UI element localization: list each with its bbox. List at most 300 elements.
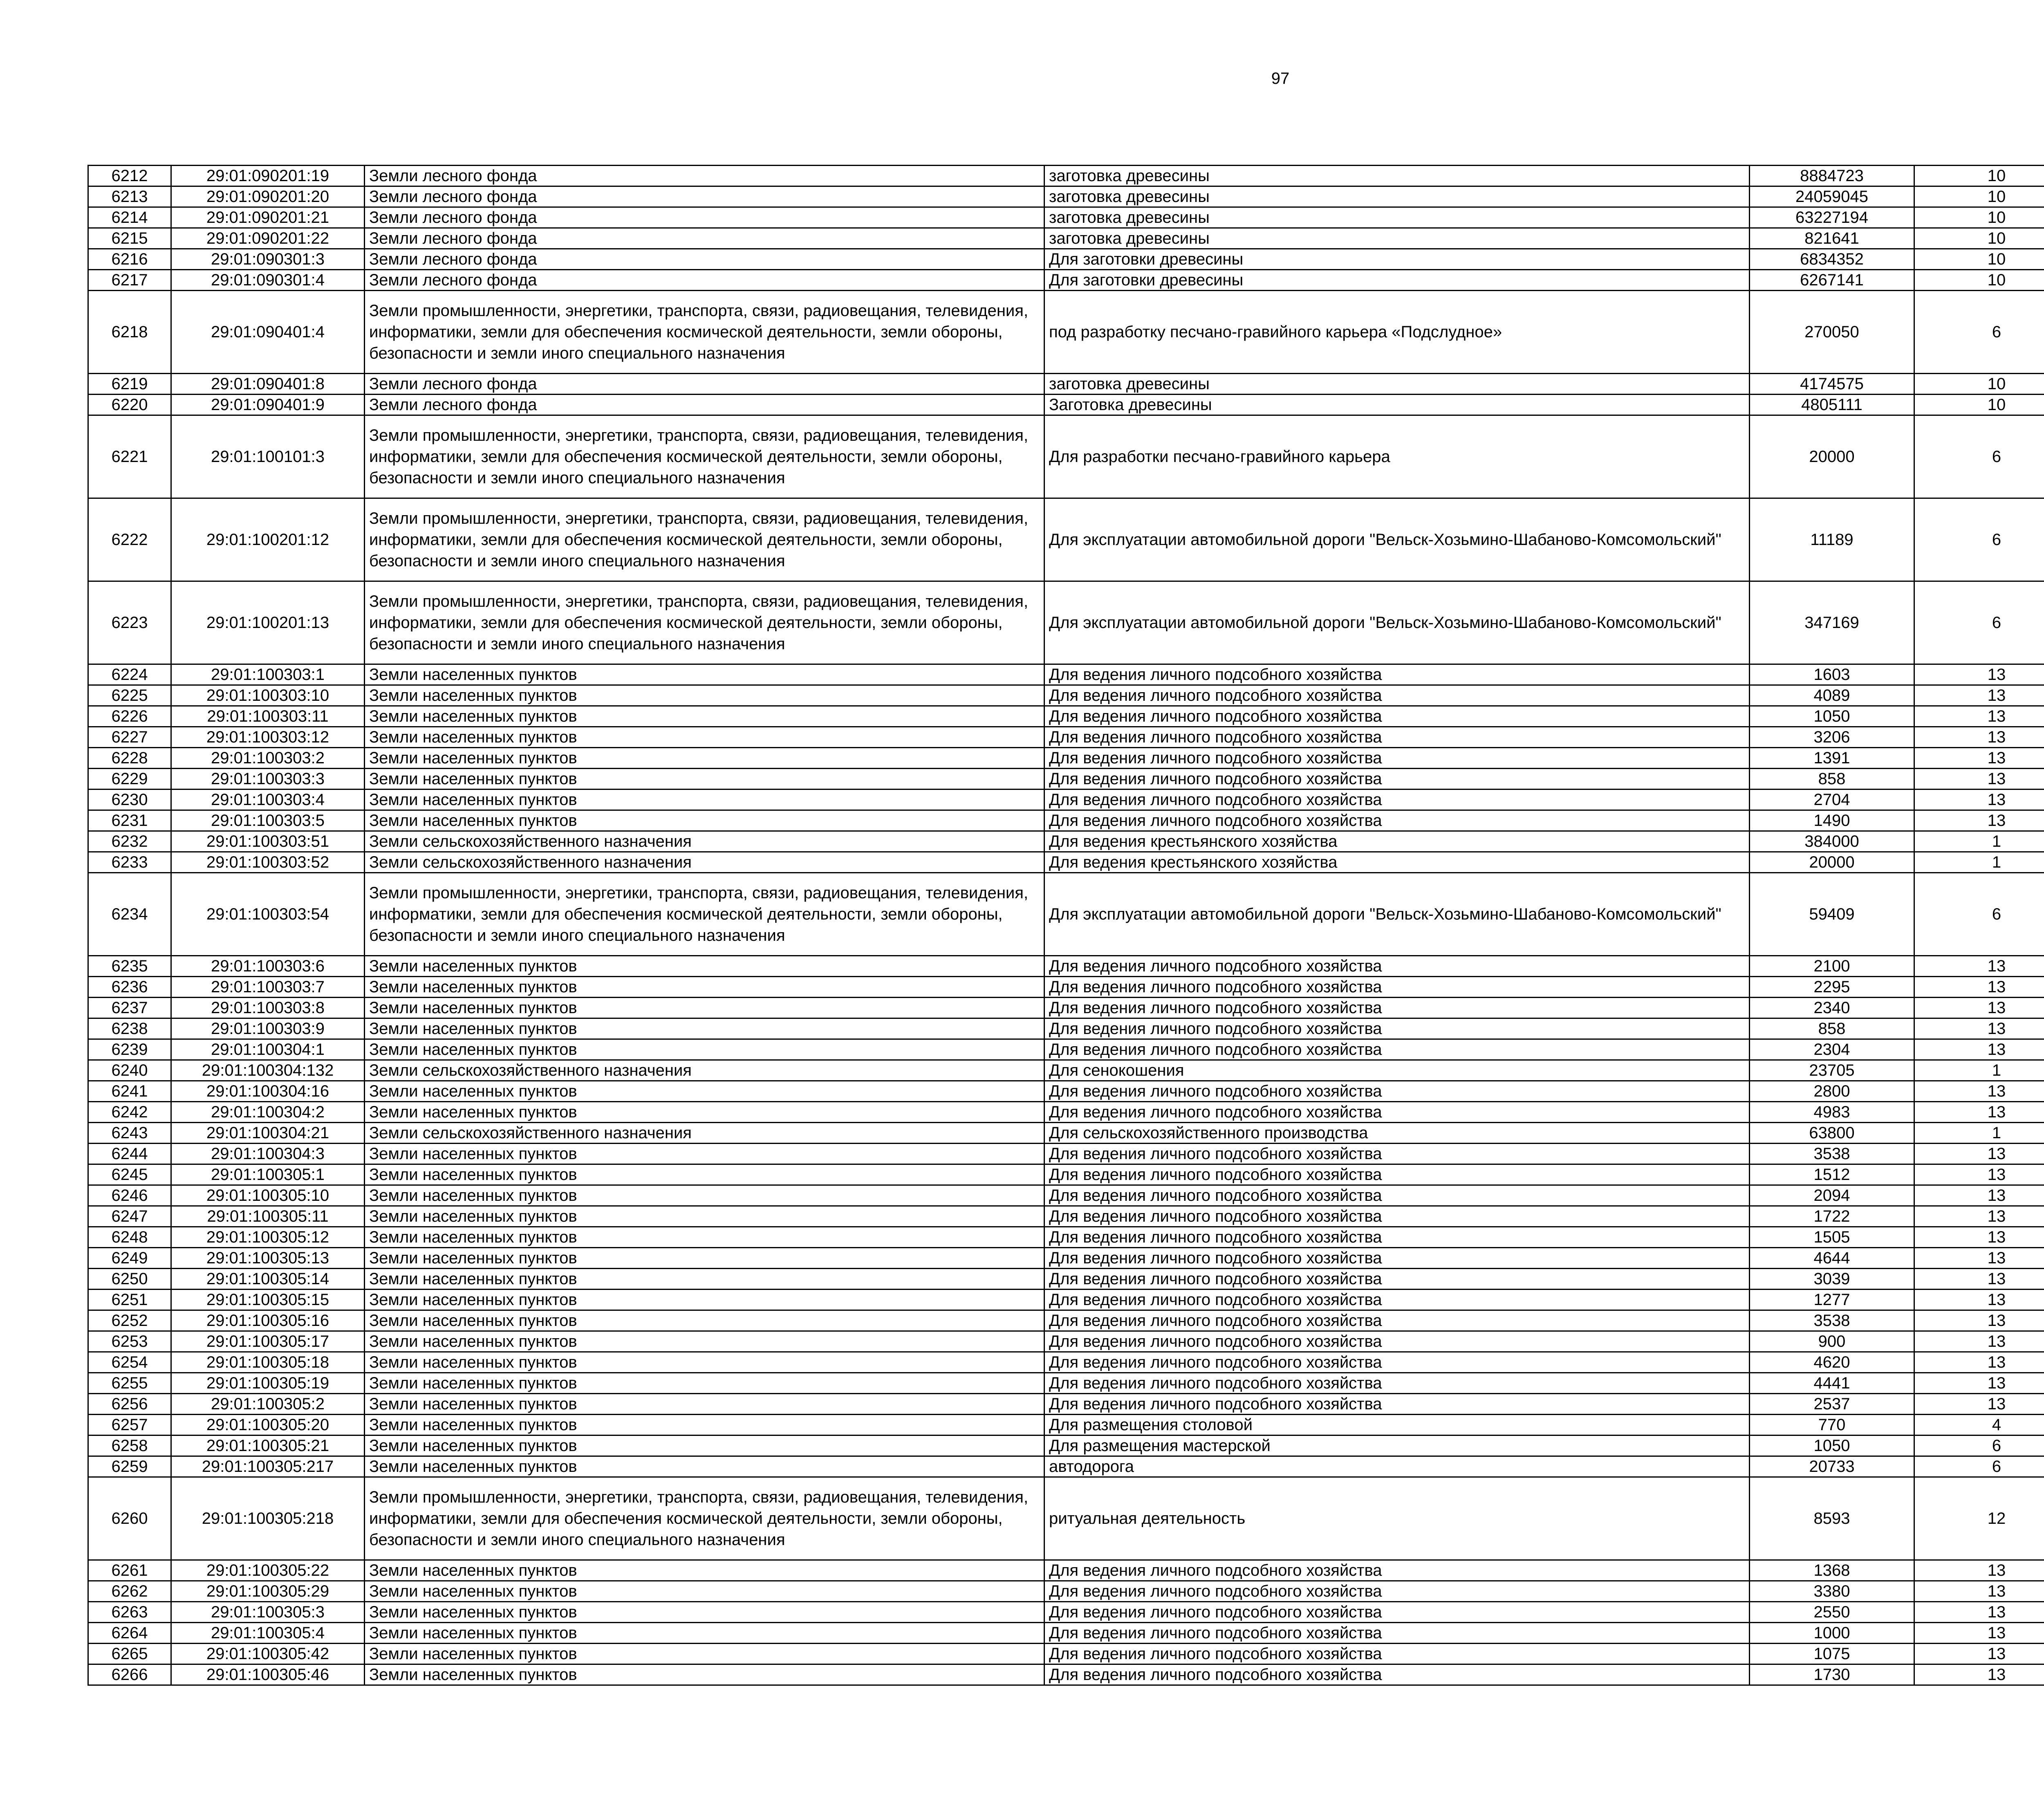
land-category-cell: Земли населенных пунктов <box>365 1081 1044 1102</box>
group-cell: 13 <box>1914 1018 2044 1039</box>
area-cell: 4644 <box>1750 1248 1914 1269</box>
area-cell: 1000 <box>1750 1623 1914 1644</box>
area-cell: 347169 <box>1750 581 1914 664</box>
permitted-use-cell: Для ведения личного подсобного хозяйства <box>1044 1310 1750 1331</box>
permitted-use-cell: Для разработки песчано-гравийного карьера <box>1044 415 1750 498</box>
table-row <box>88 1664 2044 1685</box>
table-row <box>88 1248 2044 1269</box>
area-cell: 6267141 <box>1750 270 1914 291</box>
land-category-cell: Земли населенных пунктов <box>365 1602 1044 1623</box>
permitted-use-cell: Для ведения личного подсобного хозяйства <box>1044 1394 1750 1415</box>
row-number-cell: 6234 <box>88 873 171 956</box>
permitted-use-cell: Для ведения личного подсобного хозяйства <box>1044 1373 1750 1394</box>
group-cell: 10 <box>1914 166 2044 186</box>
cadastral-number-cell: 29:01:100305:11 <box>171 1206 365 1227</box>
table-row <box>88 1290 2044 1310</box>
area-cell: 1075 <box>1750 1644 1914 1664</box>
land-category-cell: Земли сельскохозяйственного назначения <box>365 1123 1044 1144</box>
area-cell: 1722 <box>1750 1206 1914 1227</box>
area-cell: 2550 <box>1750 1602 1914 1623</box>
cadastral-number-cell: 29:01:090201:22 <box>171 228 365 249</box>
land-category-cell: Земли населенных пунктов <box>365 1269 1044 1290</box>
table-row <box>88 1415 2044 1435</box>
permitted-use-cell: Для эксплуатации автомобильной дороги "Вельск-Хозьмино-Шабаново-Комсомольский" <box>1044 581 1750 664</box>
cadastral-number-cell: 29:01:100305:10 <box>171 1185 365 1206</box>
area-cell: 23705 <box>1750 1060 1914 1081</box>
land-category-cell: Земли промышленности, энергетики, транспорта, связи, радиовещания, телевидения, информатики, земли для обеспечения космической деятельности, земли обороны, безопасности и земли иного специального назначения <box>365 498 1044 581</box>
land-category-cell: Земли населенных пунктов <box>365 998 1044 1018</box>
area-cell: 1490 <box>1750 810 1914 831</box>
area-cell: 3538 <box>1750 1144 1914 1164</box>
area-cell: 4620 <box>1750 1352 1914 1373</box>
permitted-use-cell: Для ведения личного подсобного хозяйства <box>1044 789 1750 810</box>
table-row <box>88 1623 2044 1644</box>
area-cell: 63800 <box>1750 1123 1914 1144</box>
area-cell: 1505 <box>1750 1227 1914 1248</box>
group-cell: 13 <box>1914 998 2044 1018</box>
table-row <box>88 1102 2044 1123</box>
table-body <box>88 166 2044 1685</box>
cadastral-number-cell: 29:01:100303:52 <box>171 852 365 873</box>
cadastral-number-cell: 29:01:090401:4 <box>171 291 365 374</box>
permitted-use-cell: Для ведения личного подсобного хозяйства <box>1044 1269 1750 1290</box>
area-cell: 4441 <box>1750 1373 1914 1394</box>
permitted-use-cell: Для ведения личного подсобного хозяйства <box>1044 706 1750 727</box>
group-cell: 13 <box>1914 977 2044 998</box>
cadastral-number-cell: 29:01:100305:4 <box>171 1623 365 1644</box>
land-category-cell: Земли населенных пунктов <box>365 727 1044 748</box>
row-number-cell: 6226 <box>88 706 171 727</box>
permitted-use-cell: автодорога <box>1044 1456 1750 1477</box>
row-number-cell: 6251 <box>88 1290 171 1310</box>
permitted-use-cell: Для ведения личного подсобного хозяйства <box>1044 1623 1750 1644</box>
land-parcels-table <box>87 165 2044 1686</box>
group-cell: 10 <box>1914 270 2044 291</box>
cadastral-number-cell: 29:01:090301:3 <box>171 249 365 270</box>
row-number-cell: 6222 <box>88 498 171 581</box>
group-cell: 13 <box>1914 1185 2044 1206</box>
cadastral-number-cell: 29:01:090201:19 <box>171 166 365 186</box>
area-cell: 20000 <box>1750 415 1914 498</box>
row-number-cell: 6255 <box>88 1373 171 1394</box>
land-category-cell: Земли населенных пунктов <box>365 977 1044 998</box>
land-category-cell: Земли лесного фонда <box>365 166 1044 186</box>
group-cell: 4 <box>1914 1415 2044 1435</box>
land-category-cell: Земли лесного фонда <box>365 186 1044 207</box>
land-category-cell: Земли населенных пунктов <box>365 1018 1044 1039</box>
permitted-use-cell: Для размещения столовой <box>1044 1415 1750 1435</box>
group-cell: 13 <box>1914 1373 2044 1394</box>
table-row <box>88 706 2044 727</box>
land-category-cell: Земли населенных пунктов <box>365 1415 1044 1435</box>
table-row <box>88 1123 2044 1144</box>
permitted-use-cell: Для ведения личного подсобного хозяйства <box>1044 1602 1750 1623</box>
area-cell: 2100 <box>1750 956 1914 977</box>
table-row <box>88 1373 2044 1394</box>
cadastral-number-cell: 29:01:100101:3 <box>171 415 365 498</box>
land-category-cell: Земли населенных пунктов <box>365 664 1044 685</box>
cadastral-number-cell: 29:01:100305:22 <box>171 1560 365 1581</box>
land-category-cell: Земли населенных пунктов <box>365 1644 1044 1664</box>
land-category-cell: Земли населенных пунктов <box>365 685 1044 706</box>
area-cell: 4174575 <box>1750 374 1914 395</box>
area-cell: 1730 <box>1750 1664 1914 1685</box>
area-cell: 4805111 <box>1750 395 1914 415</box>
group-cell: 13 <box>1914 769 2044 789</box>
row-number-cell: 6235 <box>88 956 171 977</box>
table-row <box>88 291 2044 374</box>
cadastral-number-cell: 29:01:100303:10 <box>171 685 365 706</box>
permitted-use-cell: Для эксплуатации автомобильной дороги "Вельск-Хозьмино-Шабаново-Комсомольский" <box>1044 873 1750 956</box>
cadastral-number-cell: 29:01:100305:217 <box>171 1456 365 1477</box>
group-cell: 6 <box>1914 1435 2044 1456</box>
row-number-cell: 6244 <box>88 1144 171 1164</box>
table-row <box>88 1581 2044 1602</box>
group-cell: 13 <box>1914 1331 2044 1352</box>
table-row <box>88 498 2044 581</box>
row-number-cell: 6245 <box>88 1164 171 1185</box>
cadastral-number-cell: 29:01:100303:1 <box>171 664 365 685</box>
table-row <box>88 810 2044 831</box>
cadastral-number-cell: 29:01:090401:8 <box>171 374 365 395</box>
cadastral-number-cell: 29:01:100303:2 <box>171 748 365 769</box>
row-number-cell: 6220 <box>88 395 171 415</box>
row-number-cell: 6232 <box>88 831 171 852</box>
permitted-use-cell: Для ведения личного подсобного хозяйства <box>1044 1081 1750 1102</box>
cadastral-number-cell: 29:01:100304:2 <box>171 1102 365 1123</box>
table-row <box>88 1269 2044 1290</box>
land-category-cell: Земли населенных пунктов <box>365 748 1044 769</box>
permitted-use-cell: Для размещения мастерской <box>1044 1435 1750 1456</box>
row-number-cell: 6217 <box>88 270 171 291</box>
land-category-cell: Земли населенных пунктов <box>365 1331 1044 1352</box>
cadastral-number-cell: 29:01:100303:11 <box>171 706 365 727</box>
permitted-use-cell: Для сельскохозяйственного производства <box>1044 1123 1750 1144</box>
area-cell: 2304 <box>1750 1039 1914 1060</box>
group-cell: 10 <box>1914 207 2044 228</box>
row-number-cell: 6214 <box>88 207 171 228</box>
land-category-cell: Земли сельскохозяйственного назначения <box>365 1060 1044 1081</box>
table-row <box>88 1206 2044 1227</box>
table-row <box>88 831 2044 852</box>
land-category-cell: Земли населенных пунктов <box>365 1290 1044 1310</box>
group-cell: 6 <box>1914 1456 2044 1477</box>
row-number-cell: 6230 <box>88 789 171 810</box>
row-number-cell: 6229 <box>88 769 171 789</box>
area-cell: 2094 <box>1750 1185 1914 1206</box>
cadastral-number-cell: 29:01:100303:12 <box>171 727 365 748</box>
row-number-cell: 6243 <box>88 1123 171 1144</box>
land-category-cell: Земли промышленности, энергетики, транспорта, связи, радиовещания, телевидения, информатики, земли для обеспечения космической деятельности, земли обороны, безопасности и земли иного специального назначения <box>365 1477 1044 1560</box>
land-category-cell: Земли населенных пунктов <box>365 769 1044 789</box>
row-number-cell: 6259 <box>88 1456 171 1477</box>
cadastral-number-cell: 29:01:100305:13 <box>171 1248 365 1269</box>
area-cell: 858 <box>1750 769 1914 789</box>
cadastral-number-cell: 29:01:100304:16 <box>171 1081 365 1102</box>
row-number-cell: 6236 <box>88 977 171 998</box>
cadastral-number-cell: 29:01:100303:51 <box>171 831 365 852</box>
land-category-cell: Земли промышленности, энергетики, транспорта, связи, радиовещания, телевидения, информатики, земли для обеспечения космической деятельности, земли обороны, безопасности и земли иного специального назначения <box>365 415 1044 498</box>
permitted-use-cell: Для ведения личного подсобного хозяйства <box>1044 1352 1750 1373</box>
row-number-cell: 6219 <box>88 374 171 395</box>
group-cell: 13 <box>1914 685 2044 706</box>
cadastral-number-cell: 29:01:100303:54 <box>171 873 365 956</box>
area-cell: 1512 <box>1750 1164 1914 1185</box>
cadastral-number-cell: 29:01:100305:12 <box>171 1227 365 1248</box>
cadastral-number-cell: 29:01:100305:14 <box>171 1269 365 1290</box>
cadastral-number-cell: 29:01:100305:16 <box>171 1310 365 1331</box>
cadastral-number-cell: 29:01:100305:1 <box>171 1164 365 1185</box>
row-number-cell: 6233 <box>88 852 171 873</box>
area-cell: 20000 <box>1750 852 1914 873</box>
land-category-cell: Земли населенных пунктов <box>365 1144 1044 1164</box>
land-category-cell: Земли населенных пунктов <box>365 1456 1044 1477</box>
permitted-use-cell: Для ведения крестьянского хозяйства <box>1044 852 1750 873</box>
area-cell: 1277 <box>1750 1290 1914 1310</box>
permitted-use-cell: заготовка древесины <box>1044 166 1750 186</box>
land-category-cell: Земли населенных пунктов <box>365 1039 1044 1060</box>
permitted-use-cell: Для ведения личного подсобного хозяйства <box>1044 1581 1750 1602</box>
row-number-cell: 6249 <box>88 1248 171 1269</box>
group-cell: 13 <box>1914 810 2044 831</box>
permitted-use-cell: заготовка древесины <box>1044 207 1750 228</box>
row-number-cell: 6224 <box>88 664 171 685</box>
table-row <box>88 1331 2044 1352</box>
land-category-cell: Земли лесного фонда <box>365 374 1044 395</box>
cadastral-number-cell: 29:01:100201:13 <box>171 581 365 664</box>
row-number-cell: 6254 <box>88 1352 171 1373</box>
permitted-use-cell: Для ведения личного подсобного хозяйства <box>1044 1644 1750 1664</box>
row-number-cell: 6247 <box>88 1206 171 1227</box>
row-number-cell: 6260 <box>88 1477 171 1560</box>
land-category-cell: Земли населенных пунктов <box>365 1248 1044 1269</box>
group-cell: 12 <box>1914 1477 2044 1560</box>
permitted-use-cell: Для ведения личного подсобного хозяйства <box>1044 769 1750 789</box>
row-number-cell: 6238 <box>88 1018 171 1039</box>
permitted-use-cell: под разработку песчано-гравийного карьера «Подслудное» <box>1044 291 1750 374</box>
permitted-use-cell: Для ведения личного подсобного хозяйства <box>1044 977 1750 998</box>
group-cell: 13 <box>1914 1602 2044 1623</box>
table-row <box>88 1144 2044 1164</box>
permitted-use-cell: Для ведения личного подсобного хозяйства <box>1044 998 1750 1018</box>
group-cell: 13 <box>1914 1081 2044 1102</box>
row-number-cell: 6228 <box>88 748 171 769</box>
group-cell: 13 <box>1914 727 2044 748</box>
row-number-cell: 6263 <box>88 1602 171 1623</box>
cadastral-number-cell: 29:01:090201:20 <box>171 186 365 207</box>
group-cell: 13 <box>1914 789 2044 810</box>
group-cell: 1 <box>1914 1123 2044 1144</box>
land-category-cell: Земли промышленности, энергетики, транспорта, связи, радиовещания, телевидения, информатики, земли для обеспечения космической деятельности, земли обороны, безопасности и земли иного специального назначения <box>365 581 1044 664</box>
area-cell: 1050 <box>1750 706 1914 727</box>
table-row <box>88 1164 2044 1185</box>
group-cell: 13 <box>1914 1248 2044 1269</box>
land-category-cell: Земли населенных пунктов <box>365 1227 1044 1248</box>
cadastral-number-cell: 29:01:100304:3 <box>171 1144 365 1164</box>
cadastral-number-cell: 29:01:100305:17 <box>171 1331 365 1352</box>
cadastral-number-cell: 29:01:100201:12 <box>171 498 365 581</box>
cadastral-number-cell: 29:01:090301:4 <box>171 270 365 291</box>
cadastral-number-cell: 29:01:100305:218 <box>171 1477 365 1560</box>
group-cell: 13 <box>1914 706 2044 727</box>
permitted-use-cell: Для ведения крестьянского хозяйства <box>1044 831 1750 852</box>
row-number-cell: 6239 <box>88 1039 171 1060</box>
group-cell: 13 <box>1914 1310 2044 1331</box>
row-number-cell: 6213 <box>88 186 171 207</box>
group-cell: 6 <box>1914 415 2044 498</box>
permitted-use-cell: Для ведения личного подсобного хозяйства <box>1044 1227 1750 1248</box>
row-number-cell: 6216 <box>88 249 171 270</box>
permitted-use-cell: Для ведения личного подсобного хозяйства <box>1044 1560 1750 1581</box>
land-category-cell: Земли населенных пунктов <box>365 1164 1044 1185</box>
area-cell: 770 <box>1750 1415 1914 1435</box>
land-category-cell: Земли населенных пунктов <box>365 810 1044 831</box>
group-cell: 13 <box>1914 1164 2044 1185</box>
group-cell: 13 <box>1914 1623 2044 1644</box>
permitted-use-cell: Для заготовки древесины <box>1044 249 1750 270</box>
group-cell: 6 <box>1914 498 2044 581</box>
land-category-cell: Земли населенных пунктов <box>365 706 1044 727</box>
group-cell: 13 <box>1914 748 2044 769</box>
table-row <box>88 664 2044 685</box>
permitted-use-cell: ритуальная деятельность <box>1044 1477 1750 1560</box>
permitted-use-cell: Для ведения личного подсобного хозяйства <box>1044 685 1750 706</box>
group-cell: 13 <box>1914 1644 2044 1664</box>
cadastral-number-cell: 29:01:100303:9 <box>171 1018 365 1039</box>
permitted-use-cell: Для сенокошения <box>1044 1060 1750 1081</box>
table-row <box>88 1477 2044 1560</box>
land-category-cell: Земли населенных пунктов <box>365 1394 1044 1415</box>
group-cell: 6 <box>1914 873 2044 956</box>
group-cell: 13 <box>1914 1290 2044 1310</box>
row-number-cell: 6215 <box>88 228 171 249</box>
table-row <box>88 1560 2044 1581</box>
group-cell: 1 <box>1914 852 2044 873</box>
table-row <box>88 1018 2044 1039</box>
area-cell: 1391 <box>1750 748 1914 769</box>
row-number-cell: 6261 <box>88 1560 171 1581</box>
group-cell: 13 <box>1914 1394 2044 1415</box>
table-row <box>88 998 2044 1018</box>
permitted-use-cell: Для ведения личного подсобного хозяйства <box>1044 1164 1750 1185</box>
permitted-use-cell: Для ведения личного подсобного хозяйства <box>1044 1290 1750 1310</box>
group-cell: 13 <box>1914 1352 2044 1373</box>
land-category-cell: Земли населенных пунктов <box>365 1560 1044 1581</box>
group-cell: 13 <box>1914 1102 2044 1123</box>
area-cell: 24059045 <box>1750 186 1914 207</box>
cadastral-number-cell: 29:01:100305:42 <box>171 1644 365 1664</box>
table-row <box>88 1081 2044 1102</box>
group-cell: 6 <box>1914 291 2044 374</box>
group-cell: 13 <box>1914 1581 2044 1602</box>
area-cell: 900 <box>1750 1331 1914 1352</box>
group-cell: 13 <box>1914 1227 2044 1248</box>
row-number-cell: 6246 <box>88 1185 171 1206</box>
permitted-use-cell: Для ведения личного подсобного хозяйства <box>1044 748 1750 769</box>
permitted-use-cell: Для ведения личного подсобного хозяйства <box>1044 1248 1750 1269</box>
group-cell: 10 <box>1914 395 2044 415</box>
cadastral-number-cell: 29:01:100304:132 <box>171 1060 365 1081</box>
table-row <box>88 685 2044 706</box>
row-number-cell: 6225 <box>88 685 171 706</box>
cadastral-number-cell: 29:01:100305:2 <box>171 1394 365 1415</box>
permitted-use-cell: Для ведения личного подсобного хозяйства <box>1044 1206 1750 1227</box>
cadastral-number-cell: 29:01:100305:18 <box>171 1352 365 1373</box>
land-category-cell: Земли населенных пунктов <box>365 1352 1044 1373</box>
table-row <box>88 789 2044 810</box>
area-cell: 3538 <box>1750 1310 1914 1331</box>
cadastral-number-cell: 29:01:100305:21 <box>171 1435 365 1456</box>
area-cell: 1603 <box>1750 664 1914 685</box>
table-row <box>88 581 2044 664</box>
row-number-cell: 6252 <box>88 1310 171 1331</box>
land-category-cell: Земли населенных пунктов <box>365 1102 1044 1123</box>
land-category-cell: Земли лесного фонда <box>365 249 1044 270</box>
cadastral-number-cell: 29:01:090201:21 <box>171 207 365 228</box>
row-number-cell: 6227 <box>88 727 171 748</box>
permitted-use-cell: Для ведения личного подсобного хозяйства <box>1044 664 1750 685</box>
area-cell: 11189 <box>1750 498 1914 581</box>
area-cell: 4089 <box>1750 685 1914 706</box>
table-row <box>88 977 2044 998</box>
row-number-cell: 6212 <box>88 166 171 186</box>
table-row <box>88 1310 2044 1331</box>
land-category-cell: Земли населенных пунктов <box>365 1581 1044 1602</box>
area-cell: 2704 <box>1750 789 1914 810</box>
cadastral-number-cell: 29:01:100304:21 <box>171 1123 365 1144</box>
cadastral-number-cell: 29:01:100305:20 <box>171 1415 365 1435</box>
cadastral-number-cell: 29:01:100303:8 <box>171 998 365 1018</box>
land-category-cell: Земли населенных пунктов <box>365 1373 1044 1394</box>
cadastral-number-cell: 29:01:100303:3 <box>171 769 365 789</box>
table-row <box>88 727 2044 748</box>
area-cell: 2340 <box>1750 998 1914 1018</box>
group-cell: 13 <box>1914 664 2044 685</box>
permitted-use-cell: Для ведения личного подсобного хозяйства <box>1044 810 1750 831</box>
row-number-cell: 6248 <box>88 1227 171 1248</box>
area-cell: 8884723 <box>1750 166 1914 186</box>
land-category-cell: Земли сельскохозяйственного назначения <box>365 831 1044 852</box>
table-row <box>88 1456 2044 1477</box>
cadastral-number-cell: 29:01:100305:29 <box>171 1581 365 1602</box>
table-row <box>88 1435 2044 1456</box>
cadastral-number-cell: 29:01:100305:19 <box>171 1373 365 1394</box>
permitted-use-cell: заготовка древесины <box>1044 374 1750 395</box>
row-number-cell: 6257 <box>88 1415 171 1435</box>
cadastral-number-cell: 29:01:100303:4 <box>171 789 365 810</box>
table-row <box>88 873 2044 956</box>
cadastral-number-cell: 29:01:100305:3 <box>171 1602 365 1623</box>
row-number-cell: 6237 <box>88 998 171 1018</box>
table-row <box>88 1060 2044 1081</box>
land-category-cell: Земли населенных пунктов <box>365 1664 1044 1685</box>
permitted-use-cell: Для ведения личного подсобного хозяйства <box>1044 956 1750 977</box>
permitted-use-cell: заготовка древесины <box>1044 228 1750 249</box>
group-cell: 13 <box>1914 1269 2044 1290</box>
land-category-cell: Земли населенных пунктов <box>365 1623 1044 1644</box>
table-row <box>88 249 2044 270</box>
row-number-cell: 6262 <box>88 1581 171 1602</box>
cadastral-number-cell: 29:01:100305:46 <box>171 1664 365 1685</box>
cadastral-number-cell: 29:01:100305:15 <box>171 1290 365 1310</box>
group-cell: 1 <box>1914 1060 2044 1081</box>
table-row <box>88 769 2044 789</box>
land-category-cell: Земли промышленности, энергетики, транспорта, связи, радиовещания, телевидения, информатики, земли для обеспечения космической деятельности, земли обороны, безопасности и земли иного специального назначения <box>365 291 1044 374</box>
permitted-use-cell: Для ведения личного подсобного хозяйства <box>1044 1185 1750 1206</box>
permitted-use-cell: Для ведения личного подсобного хозяйства <box>1044 1664 1750 1685</box>
row-number-cell: 6266 <box>88 1664 171 1685</box>
row-number-cell: 6265 <box>88 1644 171 1664</box>
